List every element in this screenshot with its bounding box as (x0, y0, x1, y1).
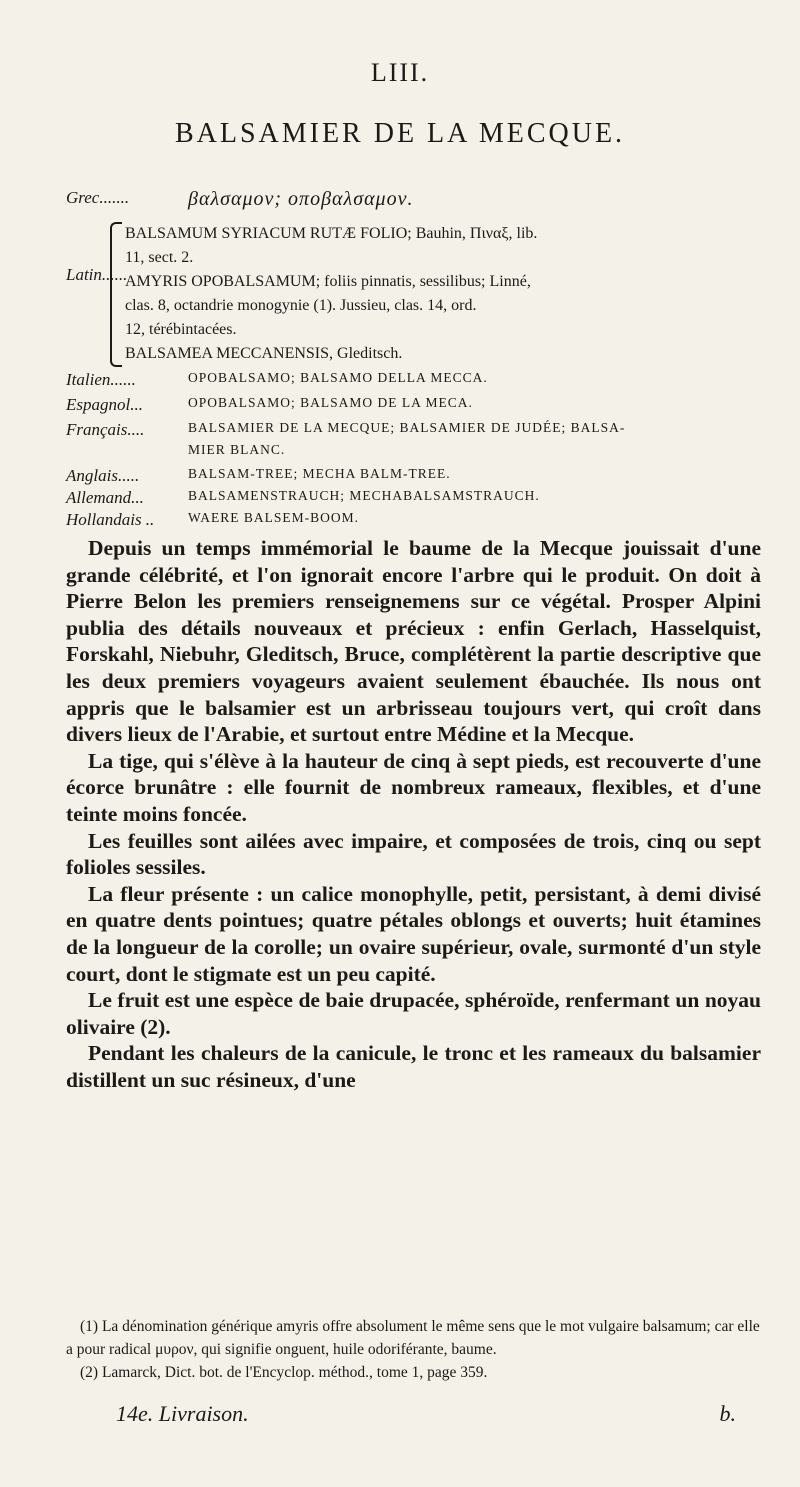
synonym-value: βαλσαμον; οποβαλσαμον. (188, 188, 414, 210)
latin-brace (110, 222, 122, 367)
synonym-value: BALSAMIER DE LA MECQUE; BALSAMIER DE JUDÉE; BALSA- (188, 420, 626, 435)
synonym-value: BALSAM-TREE; MECHA BALM-TREE. (188, 466, 451, 481)
lang-label: Français.... (66, 420, 145, 439)
synonym-value: BALSAMENSTRAUCH; MECHABALSAMSTRAUCH. (188, 488, 540, 503)
footnotes (66, 1315, 761, 1384)
synonym-value: MIER BLANC. (188, 442, 286, 457)
lang-label: Latin...... (66, 265, 128, 284)
paragraph: Depuis un temps immémorial le baume de la Mecque jouissait d'une grande célébrité, et l'on ignorait encore l'arbre qui le produit. On doit à Pierre Belon les premiers renseignemens sur ce végétal. Prosper Alpini publia des détails nouveaux et précieux : enfin Gerlach, Hasselquist, Forskahl, Niebuhr, Gleditsch, Bruce, complétèrent la partie descriptive que les deux premiers voyageurs avaient seulement ébauchée. Ils nous ont appris que le balsamier est un arbrisseau toujours vert, qui croît dans divers lieux de l'Arabie, et surtout entre Médine et la Mecque. (66, 536, 761, 747)
footnote: (2) Lamarck, Dict. bot. de l'Encyclop. méthod., tome 1, page 359. (80, 1364, 488, 1381)
paragraph: La fleur présente : un calice monophylle, petit, persistant, à demi divisé en quatre dents pointues; quatre pétales oblongs et ouverts; huit étamines de la longueur de la corolle; un ovaire supérieur, ovale, surmonté d'un style court, dont le stigmate est un peu capité. (66, 881, 761, 986)
synonym-value: WAERE BALSEM-BOOM. (188, 510, 360, 525)
synonym-value: OPOBALSAMO; BALSAMO DE LA MECA. (188, 395, 473, 410)
lang-label: Grec....... (66, 188, 130, 207)
paragraph: La tige, qui s'élève à la hauteur de cinq à sept pieds, est recouverte d'une écorce brunâtre : elle fournit de nombreux rameaux, flexibles, et d'une teinte moins foncée. (66, 748, 761, 826)
paragraph: Le fruit est une espèce de baie drupacée, sphéroïde, renfermant un noyau olivaire (2). (66, 988, 761, 1039)
latin-line: BALSAMUM SYRIACUM RUTÆ FOLIO; Bauhin, Πιναξ, lib. (125, 225, 538, 242)
signature-mark: b. (719, 1401, 736, 1426)
synonym-value: OPOBALSAMO; BALSAMO DELLA MECCA. (188, 370, 488, 385)
paragraph: Pendant les chaleurs de la canicule, le tronc et les rameaux du balsamier distillent un suc résineux, d'une (66, 1041, 761, 1092)
page-number: LIII. (370, 58, 430, 87)
lang-label: Espagnol... (66, 395, 143, 414)
page-title: BALSAMIER DE LA MECQUE. (174, 118, 626, 149)
lang-label: Italien...... (66, 370, 136, 389)
livraison: 14e. Livraison. (116, 1401, 249, 1426)
lang-label: Allemand... (66, 488, 144, 507)
footer (116, 1401, 736, 1427)
lang-label: Anglais..... (66, 466, 140, 485)
latin-line: 11, sect. 2. (125, 249, 194, 266)
body-text (66, 535, 761, 1093)
latin-line: clas. 8, octandrie monogynie (1). Jussieu, clas. 14, ord. (125, 297, 477, 314)
lang-label: Hollandais .. (66, 510, 155, 529)
footnote: (1) La dénomination générique amyris offre absolument le même sens que le mot vulgaire balsamum; car elle a pour radical μυρον, qui signifie onguent, huile odoriférante, baume. (66, 1318, 760, 1358)
paragraph: Les feuilles sont ailées avec impaire, et composées de trois, cinq ou sept folioles sessiles. (66, 828, 761, 880)
latin-line: BALSAMEA MECCANENSIS, Gleditsch. (125, 345, 403, 362)
latin-line: AMYRIS OPOBALSAMUM; foliis pinnatis, sessilibus; Linné, (125, 273, 531, 290)
latin-line: 12, térébintacées. (125, 321, 237, 338)
